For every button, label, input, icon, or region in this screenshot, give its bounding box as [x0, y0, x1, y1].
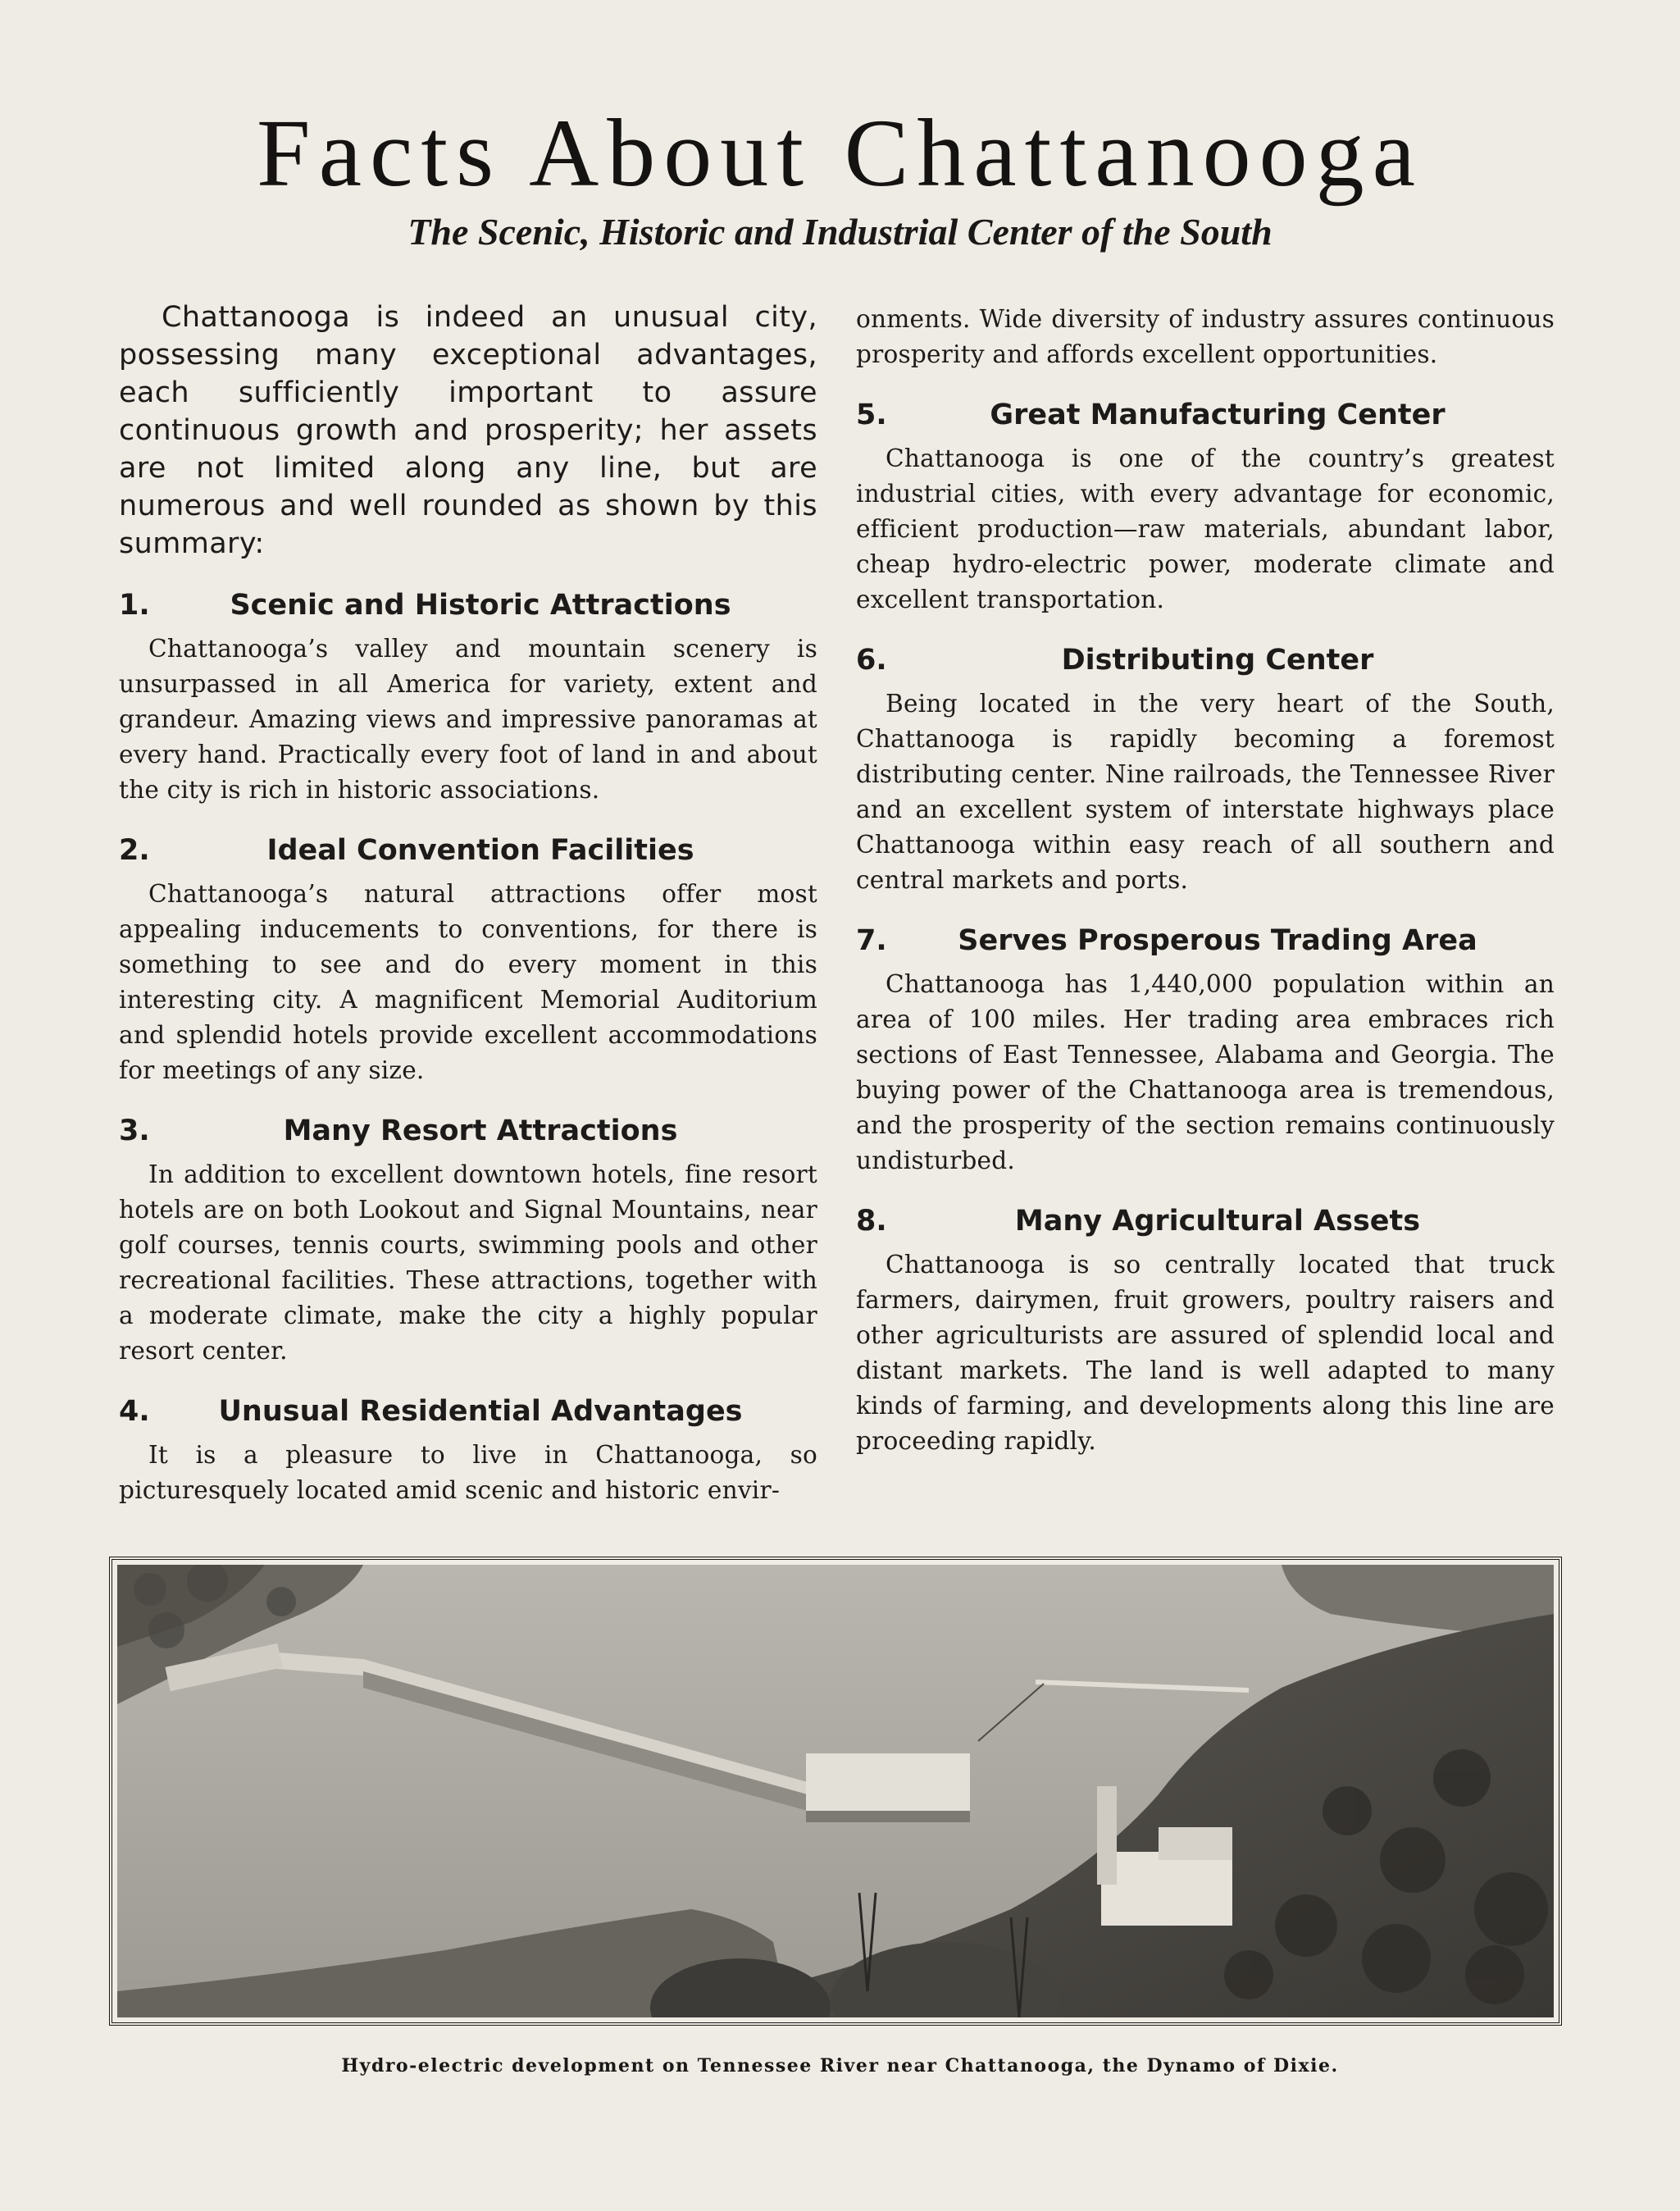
section-1 — [119, 587, 817, 808]
section-body: It is a pleasure to live in Chattanooga, so picturesquely located amid scenic and historic envir- — [119, 1441, 817, 1504]
section-heading — [119, 587, 817, 623]
section-number: 4. — [119, 1395, 150, 1428]
section-6 — [856, 642, 1555, 898]
section-title: Serves Prosperous Trading Area — [958, 924, 1477, 957]
section-body: Chattanooga is so centrally located that truck farmers, dairymen, fruit growers, poultry raisers and other agriculturists are assured of splendid local and distant markets. The land is well adapted to many kinds of farming, and developments along this line are proceeding rapidly. — [856, 1251, 1555, 1455]
section-7 — [856, 923, 1555, 1178]
section-4 — [119, 1393, 817, 1508]
intro-paragraph: Chattanooga is indeed an unusual city, possessing many exceptional advantages, each sufficiently important to assure continuous growth and prosperity; her assets are not limited along any line, but are numerous and well rounded as shown by this summary: — [119, 301, 817, 560]
section-heading — [856, 1203, 1555, 1239]
section-title: Ideal Convention Facilities — [266, 834, 694, 867]
aerial-dam-photograph — [117, 1565, 1554, 2017]
section-number: 1. — [119, 589, 150, 622]
section-number: 5. — [856, 399, 887, 431]
section-heading — [856, 642, 1555, 678]
section-5 — [856, 397, 1555, 618]
section-title: Distributing Center — [1061, 644, 1374, 677]
section-title: Many Resort Attractions — [283, 1115, 678, 1147]
section-body: Being located in the very heart of the South, Chattanooga is rapidly becoming a foremost distributing center. Nine railroads, the Tennessee River and an excellent system of interstate highways place Chattanooga within easy reach of all southern and central markets and ports. — [856, 690, 1555, 894]
section-3 — [119, 1113, 817, 1369]
section-title: Scenic and Historic Attractions — [230, 589, 731, 622]
left-column — [119, 299, 817, 1508]
page-title: Facts About Chattanooga — [257, 99, 1423, 207]
section-body-continued: onments. Wide diversity of industry assures continuous prosperity and affords excellent opportunities. — [856, 305, 1555, 368]
section-body: Chattanooga’s natural attractions offer most appealing inducements to conventions, for there is something to see and do every moment in this interesting city. A magnificent Memorial Auditorium and splendid hotels provide excellent accommodations for meetings of any size. — [119, 880, 817, 1084]
section-heading — [856, 923, 1555, 959]
section-heading — [119, 1113, 817, 1149]
photo-caption: Hydro-electric development on Tennessee River near Chattanooga, the Dynamo of Dixie. — [341, 2055, 1339, 2077]
section-number: 3. — [119, 1115, 150, 1147]
section-8 — [856, 1203, 1555, 1459]
section-2 — [119, 832, 817, 1088]
section-number: 7. — [856, 924, 887, 957]
section-number: 2. — [119, 834, 150, 867]
section-heading — [119, 1393, 817, 1429]
section-body: Chattanooga has 1,440,000 population within an area of 100 miles. Her trading area embraces rich sections of East Tennessee, Alabama and Georgia. The buying power of the Chattanooga area is tremendous, and the prosperity of the section remains continuously undisturbed. — [856, 970, 1555, 1174]
right-column — [856, 302, 1555, 1459]
page-subtitle: The Scenic, Historic and Industrial Center of the South — [407, 211, 1273, 253]
section-title: Many Agricultural Assets — [1014, 1205, 1421, 1238]
section-title: Great Manufacturing Center — [990, 399, 1446, 431]
section-heading — [119, 832, 817, 868]
section-number: 6. — [856, 644, 887, 677]
section-heading — [856, 397, 1555, 433]
section-body: In addition to excellent downtown hotels, fine resort hotels are on both Lookout and Signal Mountains, near golf courses, tennis courts, swimming pools and other recreational facilities. These attractions, together with a moderate climate, make the city a highly popular resort center. — [119, 1160, 817, 1365]
section-number: 8. — [856, 1205, 887, 1238]
section-title: Unusual Residential Advantages — [218, 1395, 743, 1428]
section-body: Chattanooga’s valley and mountain scenery is unsurpassed in all America for variety, extent and grandeur. Amazing views and impressive panoramas at every hand. Practically every foot of land in and about the city is rich in historic associations. — [119, 635, 817, 804]
section-body: Chattanooga is one of the country’s greatest industrial cities, with every advantage for economic, efficient production—raw materials, abundant labor, cheap hydro-electric power, moderate climate and excellent transportation. — [856, 444, 1555, 613]
dam-photo — [109, 1557, 1562, 2026]
